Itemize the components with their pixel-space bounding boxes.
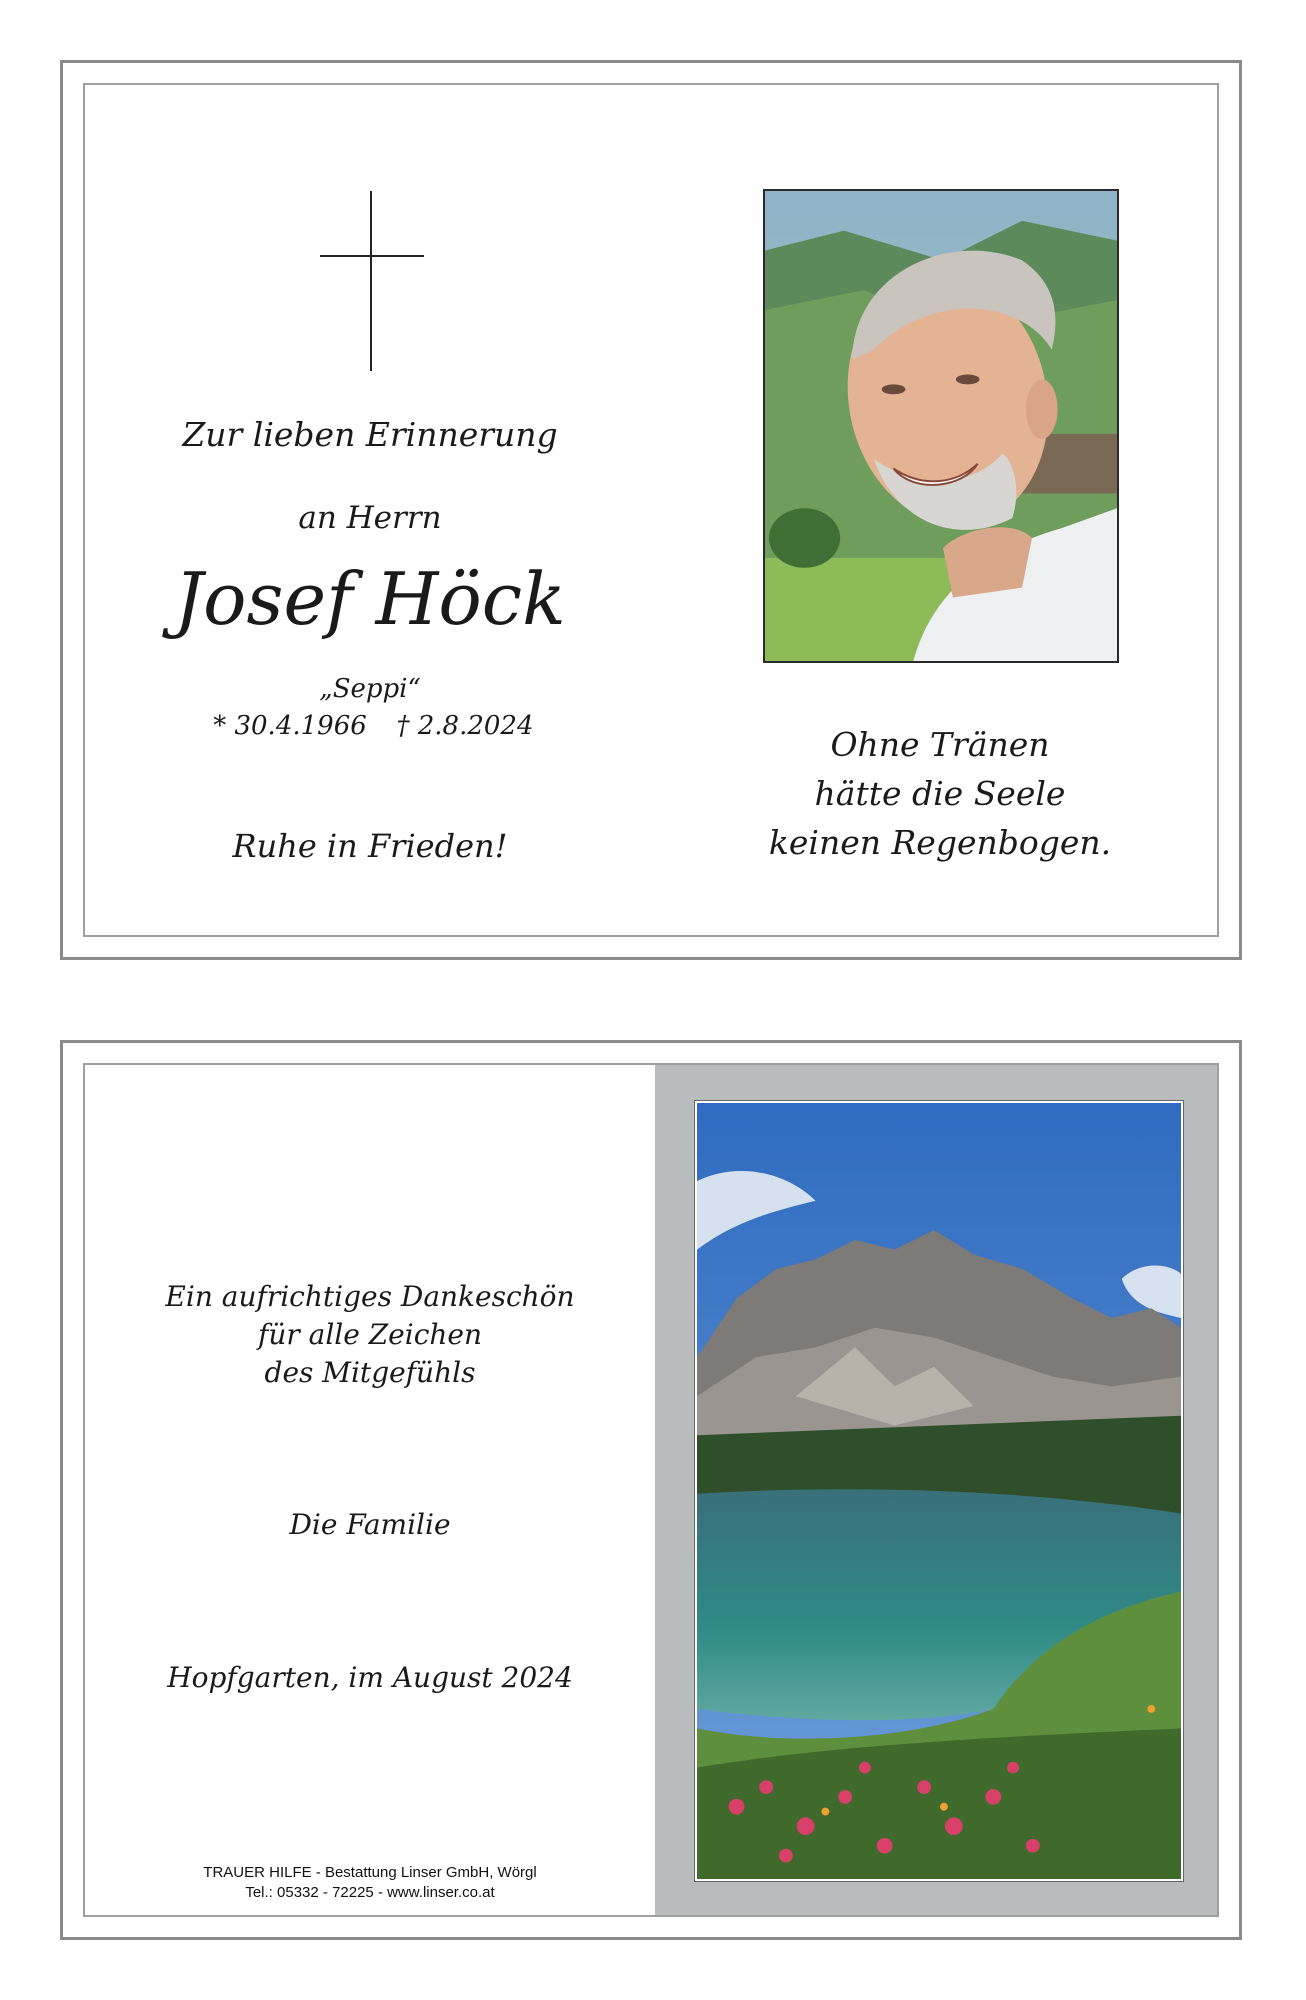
rest-in-peace: Ruhe in Frieden! [232, 827, 508, 865]
an-herrn-line: an Herrn [298, 500, 442, 536]
back-card [60, 1040, 1242, 1940]
quote-line-1: Ohne Tränen [830, 725, 1050, 764]
front-card-inner-frame [83, 83, 1219, 937]
deceased-name: Josef Höck [174, 557, 566, 641]
thanks-line-3: des Mitgefühls [264, 1356, 476, 1389]
nickname: „Seppi“ [319, 674, 421, 704]
quote-line-2: hätte die Seele [814, 774, 1066, 813]
mountain-lake-photo [695, 1101, 1183, 1881]
family-signature: Die Familie [289, 1508, 451, 1541]
imprint-line-2: Tel.: 05332 - 72225 - www.linser.co.at [245, 1884, 495, 1901]
funeral-home-imprint [85, 1863, 655, 1903]
memory-line: Zur lieben Erinnerung [182, 415, 558, 454]
place-and-date: Hopfgarten, im August 2024 [167, 1661, 573, 1694]
death-date: † 2.8.2024 [396, 711, 534, 741]
image-panel [655, 1065, 1217, 1915]
imprint-line-1: TRAUER HILFE - Bestattung Linser GmbH, Wörgl [203, 1864, 537, 1881]
back-card-inner-frame [83, 1063, 1219, 1917]
cross-icon [320, 191, 424, 371]
front-card [60, 60, 1242, 960]
thanks-line-2: für alle Zeichen [257, 1318, 483, 1351]
portrait-photo [763, 189, 1119, 663]
birth-date: * 30.4.1966 [213, 711, 367, 741]
quote-line-3: keinen Regenbogen. [768, 823, 1112, 862]
thanks-line-1: Ein aufrichtiges Dankeschön [165, 1280, 575, 1313]
